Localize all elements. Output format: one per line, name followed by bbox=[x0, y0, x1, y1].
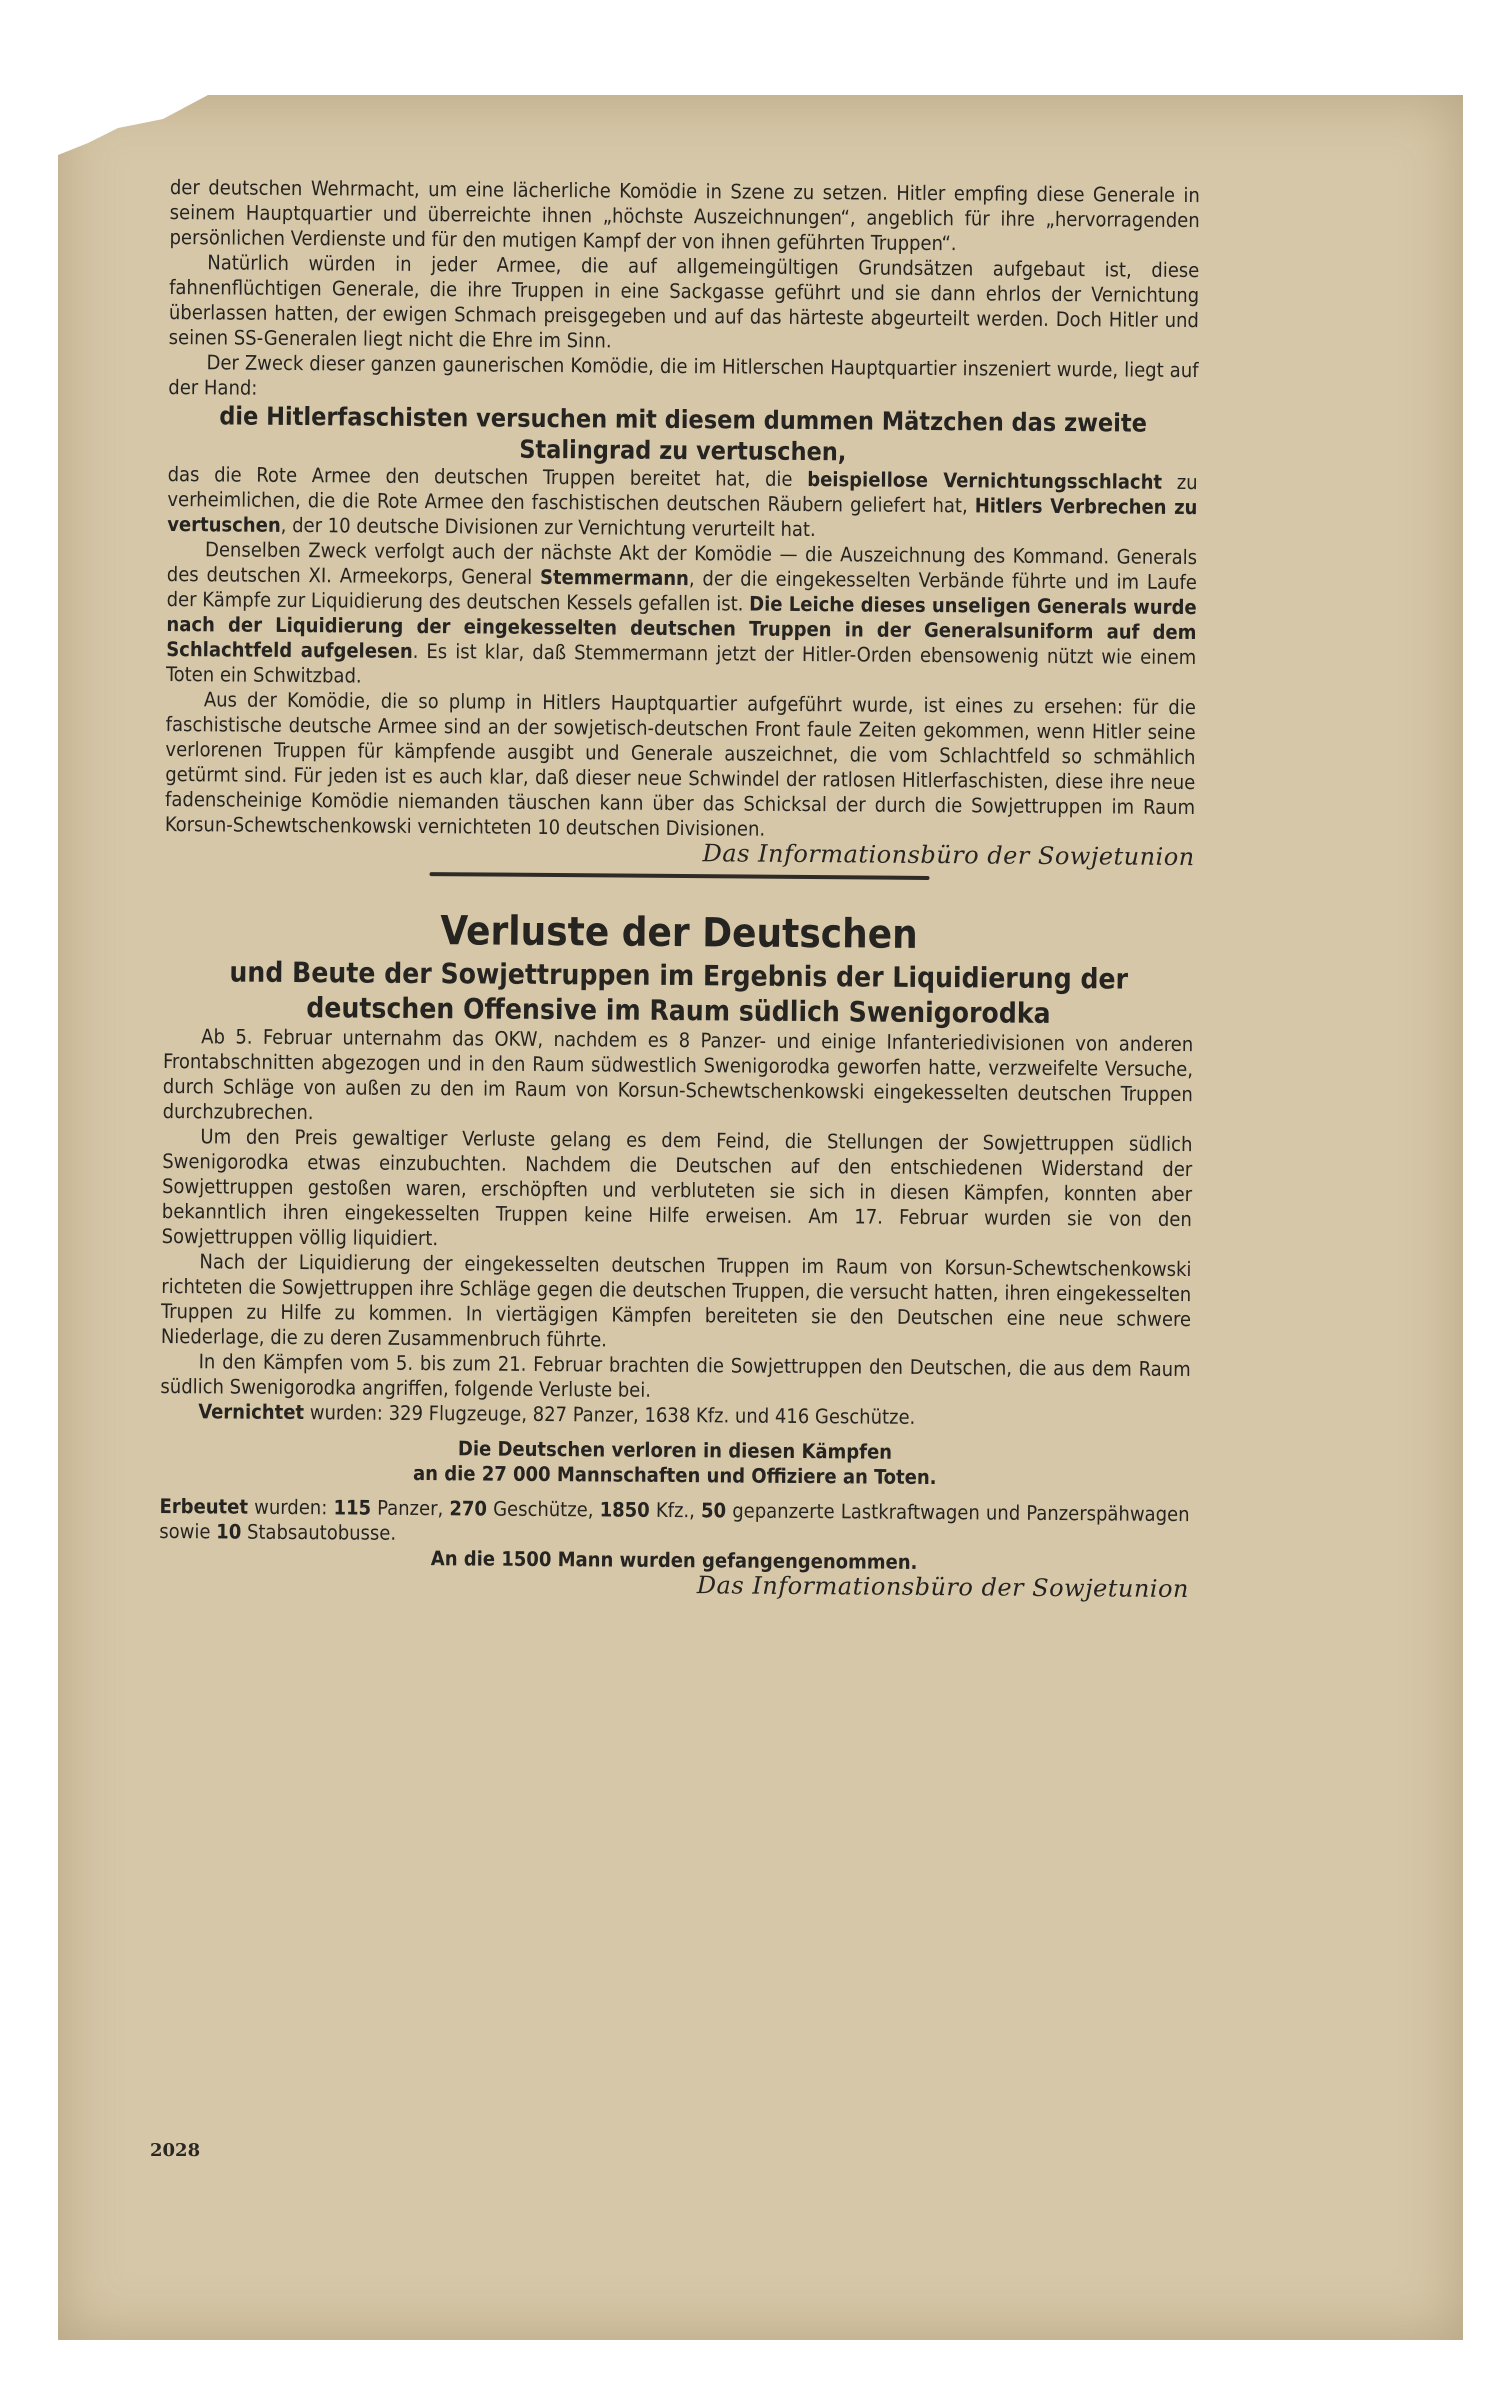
paragraph-1: der deutschen Wehrmacht, um eine lächerliche Komödie in Szene zu setzen. Hitler empfing diese Generale in seinem Hauptquartier und überreichte ihnen „höchste Auszeichnungen“, angeblich für ihre „hervorragenden persönlichen Verdienste und für den mutigen Kampf der von ihnen geführten Truppen“. bbox=[169, 175, 1200, 256]
paragraph-2: Natürlich würden in jeder Armee, die auf allgemeingültigen Grundsätzen aufgebaut ist, diese fahnenflüchtigen Generale, die ihre Truppen in eine Sackgasse geführt und sie dann ehrlos der Vernichtung überlassen hatten, der ewigen Schmach preisgegeben und auf das härteste abgeurteilt werden. Doch Hitler und seinen SS-Generalen liegt nicht die Ehre im Sinn. bbox=[168, 250, 1200, 353]
paragraph-3: Der Zweck dieser ganzen gaunerischen Komödie, die im Hitlerschen Hauptquartier inszeniert wurde, liegt auf der Hand: bbox=[168, 350, 1199, 400]
leaflet-text bbox=[159, 175, 1200, 1602]
paragraph-5: Denselben Zweck verfolgt auch der nächste Akt der Komödie — die Auszeichnung des Kommand. Generals des deutschen XI. Armeekorps, General Stemmermann, der die eingekesselten Verbände führte und im Laufe der Kämpfe zur Liquidierung des deutschen Kessels gefallen ist. Die Leiche dieses unseligen Generals wurde nach der Liquidierung der eingekesselten deutschen Truppen in der Generalsuniform auf dem Schlachtfeld aufgelesen. Es ist klar, daß Stemmermann jetzt der Hitler-Orden ebensowenig nützt wie einem Toten ein Schwitzbad. bbox=[165, 537, 1198, 688]
paragraph-q1: Ab 5. Februar unternahm das OKW, nachdem es 8 Panzer- und einige Infanteriedivisionen von anderen Frontabschnitten abgezogen und in den Raum südwestlich Swenigorodka geworfen hatte, verzweifelte Versuche, durch Schläge von außen zu den im Raum von Korsun-Schewtschenkowski eingekesselten deutschen Truppen durchzubrechen. bbox=[162, 1024, 1194, 1125]
signature-2: Das Informationsbüro der Sowjetunion bbox=[696, 1571, 1190, 1604]
paragraph-q3: Nach der Liquidierung der eingekesselten deutschen Truppen im Raum von Korsun-Schewtschenkowski richteten die Sowjettruppen ihre Schläge gegen die deutschen Truppen, die versucht hatten, ihren eingekesselten Truppen zu Hilfe zu kommen. In viertägigen Kämpfen bereiteten sie den Deutschen eine neue schwere Niederlage, die zu deren Zusammenbruch führte. bbox=[160, 1249, 1192, 1352]
signature-1: Das Informationsbüro der Sowjetunion bbox=[702, 839, 1195, 872]
paragraph-6: Aus der Komödie, die so plump in Hitlers Hauptquartier aufgeführt wurde, ist eines zu ersehen: für die faschistische deutsche Armee sind an der sowjetisch-deutschen Front faule Zeiten gekommen, wenn Hitler seine verlorenen Truppen für kämpfende ausgibt und Generale auszeichnet, die vom Schlachtfeld so schmählich getürmt sind. Für jeden ist es auch klar, daß dieser neue Schwindel der ratlosen Hitlerfaschisten, diese ihre neue fadenscheinige Komödie niemanden täuschen kann über das Schicksal der durch die Sowjettruppen im Raum Korsun-Schewtschenkowski vernichteten 10 deutschen Divisionen. bbox=[164, 687, 1196, 841]
page-number: 2028 bbox=[150, 2140, 201, 2161]
paragraph-q5: Vernichtet wurden: 329 Flugzeuge, 827 Panzer, 1638 Kfz. und 416 Geschütze. bbox=[198, 1399, 916, 1429]
torn-corner bbox=[58, 95, 208, 155]
article-title: Verluste der Deutschen bbox=[440, 908, 918, 958]
divider-rule bbox=[430, 872, 930, 880]
paragraph-q6: Erbeutet wurden: 115 Panzer, 270 Geschütze, 1850 Kfz., 50 gepanzerte Lastkraftwagen und Panzerspähwagen sowie 10 Stabsautobusse. bbox=[159, 1493, 1190, 1545]
headline: die Hitlerfaschisten versuchen mit diesem dummen Mätzchen das zweite Stalingrad zu vertuschen, bbox=[219, 401, 1148, 467]
article-subtitle: und Beute der Sowjettruppen im Ergebnis der Liquidierung der deutschen Offensive im Raum südlich Swenigorodka bbox=[229, 955, 1129, 1030]
paragraph-q4: In den Kämpfen vom 5. bis zum 21. Februar brachten die Sowjettruppen den Deutschen, die aus dem Raum südlich Swenigorodka angriffen, folgende Verluste bei. bbox=[160, 1349, 1191, 1402]
losses-statement: Die Deutschen verloren in diesen Kämpfen an die 27 000 Mannschaften und Offiziere an Toten. bbox=[412, 1436, 937, 1490]
paragraph-q2: Um den Preis gewaltiger Verluste gelang es dem Feind, die Stellungen der Sowjettruppen südlich Swenigorodka etwas einzubuchten. Nachdem die Deutschen auf den entschiedenen Widerstand der Sowjettruppen gestoßen waren, erschöpften und verbluteten sie sich in diesen Kämpfen, konnten aber bekanntlich ihren eingekesselten Truppen keine Hilfe erweisen. Am 17. Februar wurden sie von den Sowjettruppen völlig liquidiert. bbox=[161, 1124, 1193, 1251]
prisoners-statement: An die 1500 Mann wurden gefangengenommen. bbox=[430, 1546, 918, 1574]
paragraph-4: das die Rote Armee den deutschen Truppen bereitet hat, die beispiellose Vernichtungsschlacht zu verheimlichen, die die Rote Armee den faschistischen deutschen Räubern geliefert hat, Hitlers Verbrechen zu vertuschen, der 10 deutsche Divisionen zur Vernichtung verurteilt hat. bbox=[167, 461, 1198, 542]
